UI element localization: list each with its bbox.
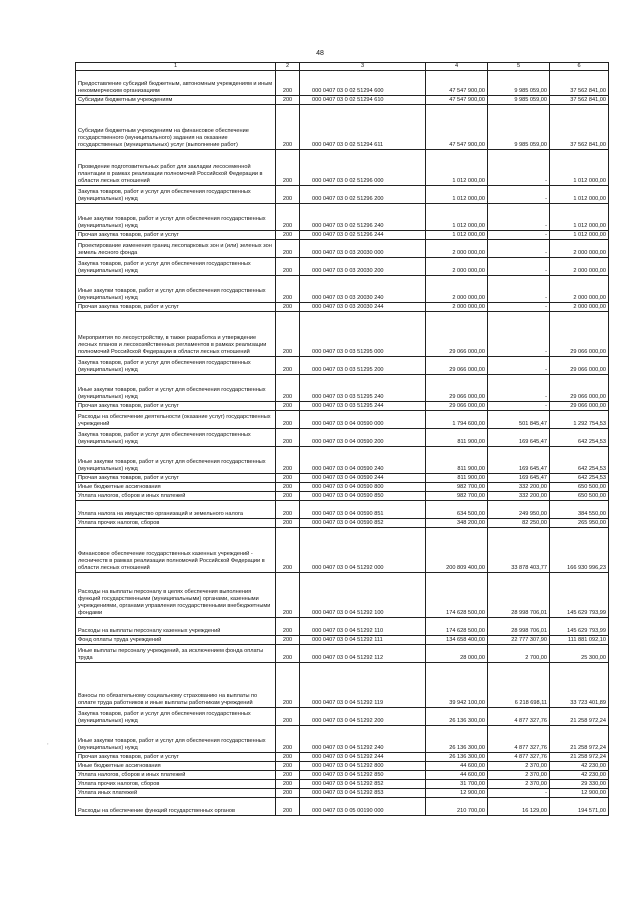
row-budget-code-cell: 000 0407 03 0 04 51292 112: [300, 645, 426, 663]
table-row: [76, 447, 609, 474]
row-line-code-cell: 200: [276, 573, 300, 618]
table-row: [76, 708, 609, 726]
row-budget-code-cell: 000 0407 03 0 03 20030 244: [300, 303, 426, 312]
row-name-cell: Закупка товаров, работ и услуг для обеспечения государственных (муниципальных) нужд: [76, 258, 276, 276]
row-name-cell: Расходы на обеспечение функций государственных органов: [76, 798, 276, 816]
row-name-cell: Расходы на выплаты персоналу казенных учреждений: [76, 618, 276, 636]
row-line-code-cell: 200: [276, 276, 300, 303]
row-approved-cell: 174 628 500,00: [426, 618, 488, 636]
row-line-code-cell: 200: [276, 501, 300, 519]
row-unexecuted-cell: 650 500,00: [550, 483, 609, 492]
row-name-cell: Уплата налогов, сборов и иных платежей: [76, 771, 276, 780]
row-budget-code-cell: 000 0407 03 0 04 51292 800: [300, 762, 426, 771]
row-approved-cell: 28 000,00: [426, 645, 488, 663]
table-row: [76, 789, 609, 798]
row-budget-code-cell: 000 0407 03 0 02 51296 244: [300, 231, 426, 240]
row-budget-code-cell: 000 0407 03 0 04 51292 240: [300, 726, 426, 753]
row-name-cell: Уплата налога на имущество организаций и земельного налога: [76, 501, 276, 519]
row-unexecuted-cell: 37 562 841,00: [550, 105, 609, 150]
row-executed-cell: -: [488, 240, 550, 258]
row-executed-cell: 2 370,00: [488, 780, 550, 789]
row-budget-code-cell: 000 0407 03 0 04 51292 111: [300, 636, 426, 645]
row-name-cell: Иные закупки товаров, работ и услуг для обеспечения государственных (муниципальных) нужд: [76, 726, 276, 753]
table-row: [76, 96, 609, 105]
row-unexecuted-cell: 384 550,00: [550, 501, 609, 519]
row-line-code-cell: 200: [276, 303, 300, 312]
row-budget-code-cell: 000 0407 03 0 04 51292 119: [300, 663, 426, 708]
table-row: [76, 312, 609, 357]
table-row: [76, 204, 609, 231]
row-line-code-cell: 200: [276, 753, 300, 762]
row-executed-cell: 332 200,00: [488, 492, 550, 501]
table-body: [76, 71, 609, 816]
row-line-code-cell: 200: [276, 357, 300, 375]
table-row: [76, 753, 609, 762]
row-unexecuted-cell: 1 292 754,53: [550, 411, 609, 429]
row-approved-cell: 29 066 000,00: [426, 312, 488, 357]
row-budget-code-cell: 000 0407 03 0 04 51292 244: [300, 753, 426, 762]
row-line-code-cell: 200: [276, 726, 300, 753]
row-approved-cell: 348 200,00: [426, 519, 488, 528]
row-line-code-cell: 200: [276, 258, 300, 276]
row-unexecuted-cell: 1 012 000,00: [550, 150, 609, 186]
column-header: 4: [426, 63, 488, 71]
row-executed-cell: -: [488, 258, 550, 276]
row-executed-cell: 4 877 327,76: [488, 726, 550, 753]
row-approved-cell: 47 547 900,00: [426, 71, 488, 96]
row-name-cell: Предоставление субсидий бюджетным, автономным учреждениям и иным некоммерческим организациям: [76, 71, 276, 96]
row-approved-cell: 2 000 000,00: [426, 303, 488, 312]
row-line-code-cell: 200: [276, 528, 300, 573]
row-unexecuted-cell: 29 330,00: [550, 780, 609, 789]
row-approved-cell: 634 500,00: [426, 501, 488, 519]
row-executed-cell: 6 218 698,11: [488, 663, 550, 708]
budget-table: [75, 62, 609, 816]
row-name-cell: Проектирование изменения границ лесопарковых зон и (или) зеленых зон земель лесного фонда: [76, 240, 276, 258]
table-row: [76, 258, 609, 276]
row-executed-cell: 4 877 327,76: [488, 708, 550, 726]
row-executed-cell: -: [488, 375, 550, 402]
row-name-cell: Мероприятия по лесоустройству, в также разработка и утверждение лесных планов и лесохозяйственных регламентов в рамках реализации полномочий Российской Федерации в области лесных отношений: [76, 312, 276, 357]
row-line-code-cell: 200: [276, 708, 300, 726]
table-row: [76, 726, 609, 753]
row-unexecuted-cell: 145 629 793,99: [550, 618, 609, 636]
row-unexecuted-cell: 21 258 972,24: [550, 726, 609, 753]
row-executed-cell: 4 877 327,76: [488, 753, 550, 762]
row-name-cell: Прочая закупка товаров, работ и услуг: [76, 303, 276, 312]
margin-mark: ,: [47, 740, 49, 746]
row-approved-cell: 134 658 400,00: [426, 636, 488, 645]
row-unexecuted-cell: 2 000 000,00: [550, 240, 609, 258]
row-line-code-cell: 200: [276, 789, 300, 798]
table-row: [76, 357, 609, 375]
table-row: [76, 771, 609, 780]
row-unexecuted-cell: 642 254,53: [550, 429, 609, 447]
row-approved-cell: 26 136 300,00: [426, 753, 488, 762]
row-unexecuted-cell: 29 066 000,00: [550, 402, 609, 411]
column-header: 5: [488, 63, 550, 71]
row-budget-code-cell: 000 0407 03 0 04 00590 852: [300, 519, 426, 528]
row-approved-cell: 12 900,00: [426, 789, 488, 798]
row-line-code-cell: 200: [276, 204, 300, 231]
table-row: [76, 492, 609, 501]
row-budget-code-cell: 000 0407 03 0 04 51292 853: [300, 789, 426, 798]
row-approved-cell: 1 012 000,00: [426, 150, 488, 186]
row-name-cell: Закупка товаров, работ и услуг для обеспечения государственных (муниципальных) нужд: [76, 708, 276, 726]
row-unexecuted-cell: 29 066 000,00: [550, 375, 609, 402]
row-executed-cell: 501 845,47: [488, 411, 550, 429]
row-name-cell: Иные закупки товаров, работ и услуг для обеспечения государственных (муниципальных) нужд: [76, 375, 276, 402]
row-budget-code-cell: 000 0407 03 0 03 20030 240: [300, 276, 426, 303]
column-header: 3: [300, 63, 426, 71]
row-name-cell: Иные выплаты персоналу учреждений, за исключением фонда оплаты труда: [76, 645, 276, 663]
row-executed-cell: -: [488, 402, 550, 411]
row-approved-cell: 811 900,00: [426, 429, 488, 447]
row-budget-code-cell: 000 0407 03 0 04 00590 240: [300, 447, 426, 474]
row-unexecuted-cell: 37 562 841,00: [550, 71, 609, 96]
row-executed-cell: 9 985 059,00: [488, 71, 550, 96]
row-approved-cell: 1 012 000,00: [426, 204, 488, 231]
row-approved-cell: 2 000 000,00: [426, 276, 488, 303]
row-approved-cell: 174 628 500,00: [426, 573, 488, 618]
row-unexecuted-cell: 650 500,00: [550, 492, 609, 501]
row-name-cell: Расходы на обеспечение деятельности (оказание услуг) государственных учреждений: [76, 411, 276, 429]
row-name-cell: Уплата иных платежей: [76, 789, 276, 798]
row-executed-cell: 28 998 706,01: [488, 618, 550, 636]
row-line-code-cell: 200: [276, 240, 300, 258]
row-approved-cell: 2 000 000,00: [426, 258, 488, 276]
row-name-cell: Иные закупки товаров, работ и услуг для обеспечения государственных (муниципальных) нужд: [76, 204, 276, 231]
page-number: 48: [316, 50, 324, 57]
row-executed-cell: 2 370,00: [488, 762, 550, 771]
table-row: [76, 762, 609, 771]
row-executed-cell: 82 250,00: [488, 519, 550, 528]
row-budget-code-cell: 000 0407 03 0 02 51294 610: [300, 96, 426, 105]
row-budget-code-cell: 000 0407 03 0 03 51295 200: [300, 357, 426, 375]
row-name-cell: Прочая закупка товаров, работ и услуг: [76, 402, 276, 411]
row-approved-cell: 811 900,00: [426, 447, 488, 474]
row-name-cell: Закупка товаров, работ и услуг для обеспечения государственных (муниципальных) нужд: [76, 186, 276, 204]
table-row: [76, 645, 609, 663]
row-executed-cell: -: [488, 303, 550, 312]
table-row: [76, 71, 609, 96]
row-budget-code-cell: 000 0407 03 0 04 00590 800: [300, 483, 426, 492]
row-approved-cell: 29 066 000,00: [426, 402, 488, 411]
row-budget-code-cell: 000 0407 03 0 04 51292 850: [300, 771, 426, 780]
row-budget-code-cell: 000 0407 03 0 05 00190 000: [300, 798, 426, 816]
row-name-cell: Иные закупки товаров, работ и услуг для обеспечения государственных (муниципальных) нужд: [76, 447, 276, 474]
column-header: 2: [276, 63, 300, 71]
table-row: [76, 375, 609, 402]
row-approved-cell: 44 600,00: [426, 762, 488, 771]
row-approved-cell: 811 900,00: [426, 474, 488, 483]
row-line-code-cell: 200: [276, 150, 300, 186]
row-approved-cell: 26 136 300,00: [426, 708, 488, 726]
row-budget-code-cell: 000 0407 03 0 04 51292 100: [300, 573, 426, 618]
table-header-row: [76, 63, 609, 71]
row-executed-cell: 16 129,00: [488, 798, 550, 816]
row-executed-cell: -: [488, 312, 550, 357]
row-executed-cell: 28 998 706,01: [488, 573, 550, 618]
row-name-cell: Прочая закупка товаров, работ и услуг: [76, 474, 276, 483]
row-approved-cell: 982 700,00: [426, 492, 488, 501]
row-unexecuted-cell: 1 012 000,00: [550, 204, 609, 231]
row-line-code-cell: 200: [276, 375, 300, 402]
row-line-code-cell: 200: [276, 780, 300, 789]
row-executed-cell: 9 985 059,00: [488, 105, 550, 150]
row-approved-cell: 200 809 400,00: [426, 528, 488, 573]
row-approved-cell: 47 547 900,00: [426, 96, 488, 105]
row-name-cell: Расходы на выплаты персоналу в целях обеспечения выполнения функций государственными (муниципальными) органами, казенными учреждениями, органами управления государственными внебюджетными фондами: [76, 573, 276, 618]
row-unexecuted-cell: 2 000 000,00: [550, 276, 609, 303]
row-approved-cell: 47 547 900,00: [426, 105, 488, 150]
row-executed-cell: -: [488, 150, 550, 186]
row-unexecuted-cell: 42 230,00: [550, 771, 609, 780]
row-line-code-cell: 200: [276, 798, 300, 816]
row-line-code-cell: 200: [276, 474, 300, 483]
row-line-code-cell: 200: [276, 312, 300, 357]
row-unexecuted-cell: 194 571,00: [550, 798, 609, 816]
row-unexecuted-cell: 29 066 000,00: [550, 357, 609, 375]
row-line-code-cell: 200: [276, 663, 300, 708]
row-name-cell: Иные закупки товаров, работ и услуг для обеспечения государственных (муниципальных) нужд: [76, 276, 276, 303]
row-approved-cell: 44 600,00: [426, 771, 488, 780]
table-row: [76, 519, 609, 528]
row-unexecuted-cell: 1 012 000,00: [550, 231, 609, 240]
table-row: [76, 474, 609, 483]
row-line-code-cell: 200: [276, 618, 300, 636]
row-line-code-cell: 200: [276, 402, 300, 411]
column-header: 1: [76, 63, 276, 71]
row-approved-cell: 1 794 600,00: [426, 411, 488, 429]
row-budget-code-cell: 000 0407 03 0 04 00590 244: [300, 474, 426, 483]
row-executed-cell: -: [488, 231, 550, 240]
table-row: [76, 636, 609, 645]
row-line-code-cell: 200: [276, 492, 300, 501]
row-executed-cell: 332 200,00: [488, 483, 550, 492]
row-budget-code-cell: 000 0407 03 0 04 00590 851: [300, 501, 426, 519]
row-executed-cell: -: [488, 357, 550, 375]
row-line-code-cell: 200: [276, 483, 300, 492]
row-unexecuted-cell: 25 300,00: [550, 645, 609, 663]
row-approved-cell: 1 012 000,00: [426, 186, 488, 204]
row-line-code-cell: 200: [276, 771, 300, 780]
row-unexecuted-cell: 21 258 972,24: [550, 708, 609, 726]
table-row: [76, 429, 609, 447]
row-name-cell: Закупка товаров, работ и услуг для обеспечения государственных (муниципальных) нужд: [76, 357, 276, 375]
row-name-cell: Иные бюджетные ассигнования: [76, 483, 276, 492]
table-row: [76, 798, 609, 816]
table-row: [76, 618, 609, 636]
row-name-cell: Финансовое обеспечение государственных казенных учреждений - лесничеств в рамках реализации полномочий Российской Федерации в области лесных отношений: [76, 528, 276, 573]
row-approved-cell: 29 066 000,00: [426, 375, 488, 402]
row-line-code-cell: 200: [276, 231, 300, 240]
row-executed-cell: -: [488, 276, 550, 303]
table-row: [76, 186, 609, 204]
row-budget-code-cell: 000 0407 03 0 02 51296 200: [300, 186, 426, 204]
table-row: [76, 231, 609, 240]
row-approved-cell: 982 700,00: [426, 483, 488, 492]
row-executed-cell: 249 950,00: [488, 501, 550, 519]
row-executed-cell: 169 645,47: [488, 474, 550, 483]
row-budget-code-cell: 000 0407 03 0 04 51292 200: [300, 708, 426, 726]
row-budget-code-cell: 000 0407 03 0 02 51294 611: [300, 105, 426, 150]
row-name-cell: Прочая закупка товаров, работ и услуг: [76, 753, 276, 762]
table-row: [76, 780, 609, 789]
row-name-cell: Уплата налогов, сборов и иных платежей: [76, 492, 276, 501]
table-row: [76, 150, 609, 186]
row-executed-cell: 9 985 059,00: [488, 96, 550, 105]
row-line-code-cell: 200: [276, 96, 300, 105]
row-approved-cell: 2 000 000,00: [426, 240, 488, 258]
row-unexecuted-cell: 1 012 000,00: [550, 186, 609, 204]
row-executed-cell: 22 777 307,90: [488, 636, 550, 645]
row-budget-code-cell: 000 0407 03 0 02 51296 000: [300, 150, 426, 186]
row-line-code-cell: 200: [276, 71, 300, 96]
row-budget-code-cell: 000 0407 03 0 04 00590 200: [300, 429, 426, 447]
row-line-code-cell: 200: [276, 636, 300, 645]
row-unexecuted-cell: 166 930 996,23: [550, 528, 609, 573]
row-unexecuted-cell: 12 900,00: [550, 789, 609, 798]
row-executed-cell: -: [488, 186, 550, 204]
row-budget-code-cell: 000 0407 03 0 03 51295 000: [300, 312, 426, 357]
row-unexecuted-cell: 21 258 972,24: [550, 753, 609, 762]
row-name-cell: Проведение подготовительных работ для закладки лесосеменной плантации в рамках реализации полномочий Российской Федерации в области лесных отношений: [76, 150, 276, 186]
row-executed-cell: 169 645,47: [488, 429, 550, 447]
row-budget-code-cell: 000 0407 03 0 03 51295 244: [300, 402, 426, 411]
row-budget-code-cell: 000 0407 03 0 03 51295 240: [300, 375, 426, 402]
table-row: [76, 240, 609, 258]
row-line-code-cell: 200: [276, 447, 300, 474]
table-row: [76, 303, 609, 312]
row-line-code-cell: 200: [276, 762, 300, 771]
row-name-cell: Иные бюджетные ассигнования: [76, 762, 276, 771]
row-unexecuted-cell: 111 881 092,10: [550, 636, 609, 645]
row-executed-cell: -: [488, 204, 550, 231]
column-header: 6: [550, 63, 609, 71]
row-unexecuted-cell: 33 723 401,89: [550, 663, 609, 708]
table-row: [76, 528, 609, 573]
table-row: [76, 276, 609, 303]
table-row: [76, 105, 609, 150]
row-budget-code-cell: 000 0407 03 0 04 51292 852: [300, 780, 426, 789]
row-unexecuted-cell: 29 066 000,00: [550, 312, 609, 357]
row-name-cell: Закупка товаров, работ и услуг для обеспечения государственных (муниципальных) нужд: [76, 429, 276, 447]
row-name-cell: Уплата прочих налогов, сборов: [76, 780, 276, 789]
row-line-code-cell: 200: [276, 645, 300, 663]
row-name-cell: Взносы по обязательному социальному страхованию на выплаты по оплате труда работников и иные выплаты работникам учреждений: [76, 663, 276, 708]
row-budget-code-cell: 000 0407 03 0 03 20030 200: [300, 258, 426, 276]
row-approved-cell: 26 136 300,00: [426, 726, 488, 753]
row-name-cell: Фонд оплаты труда учреждений: [76, 636, 276, 645]
row-budget-code-cell: 000 0407 03 0 04 51292 110: [300, 618, 426, 636]
row-unexecuted-cell: 642 254,53: [550, 474, 609, 483]
row-budget-code-cell: 000 0407 03 0 04 51292 000: [300, 528, 426, 573]
table-row: [76, 501, 609, 519]
row-unexecuted-cell: 642 254,53: [550, 447, 609, 474]
row-budget-code-cell: 000 0407 03 0 02 51296 240: [300, 204, 426, 231]
row-approved-cell: 31 700,00: [426, 780, 488, 789]
row-executed-cell: 33 878 403,77: [488, 528, 550, 573]
row-budget-code-cell: 000 0407 03 0 03 20030 000: [300, 240, 426, 258]
table-row: [76, 663, 609, 708]
table-row: [76, 573, 609, 618]
row-unexecuted-cell: 145 629 793,99: [550, 573, 609, 618]
row-approved-cell: 39 942 100,00: [426, 663, 488, 708]
row-executed-cell: 169 645,47: [488, 447, 550, 474]
row-executed-cell: 2 700,00: [488, 645, 550, 663]
row-unexecuted-cell: 2 000 000,00: [550, 303, 609, 312]
row-approved-cell: 29 066 000,00: [426, 357, 488, 375]
table-row: [76, 402, 609, 411]
row-unexecuted-cell: 2 000 000,00: [550, 258, 609, 276]
row-budget-code-cell: 000 0407 03 0 04 00590 850: [300, 492, 426, 501]
row-approved-cell: 1 012 000,00: [426, 231, 488, 240]
row-name-cell: Прочая закупка товаров, работ и услуг: [76, 231, 276, 240]
row-name-cell: Уплата прочих налогов, сборов: [76, 519, 276, 528]
row-unexecuted-cell: 37 562 841,00: [550, 96, 609, 105]
row-approved-cell: 210 700,00: [426, 798, 488, 816]
row-line-code-cell: 200: [276, 429, 300, 447]
row-line-code-cell: 200: [276, 186, 300, 204]
row-line-code-cell: 200: [276, 411, 300, 429]
table-row: [76, 483, 609, 492]
row-name-cell: Субсидии бюджетным учреждениям: [76, 96, 276, 105]
row-executed-cell: -: [488, 789, 550, 798]
row-line-code-cell: 200: [276, 519, 300, 528]
row-name-cell: Субсидии бюджетным учреждениям на финансовое обеспечение государственного (муниципального) задания на оказание государственных (муниципальных) услуг (выполнение работ): [76, 105, 276, 150]
table-row: [76, 411, 609, 429]
row-executed-cell: 2 370,00: [488, 771, 550, 780]
row-line-code-cell: 200: [276, 105, 300, 150]
row-budget-code-cell: 000 0407 03 0 04 00590 000: [300, 411, 426, 429]
row-budget-code-cell: 000 0407 03 0 02 51294 600: [300, 71, 426, 96]
row-unexecuted-cell: 42 230,00: [550, 762, 609, 771]
row-unexecuted-cell: 265 950,00: [550, 519, 609, 528]
